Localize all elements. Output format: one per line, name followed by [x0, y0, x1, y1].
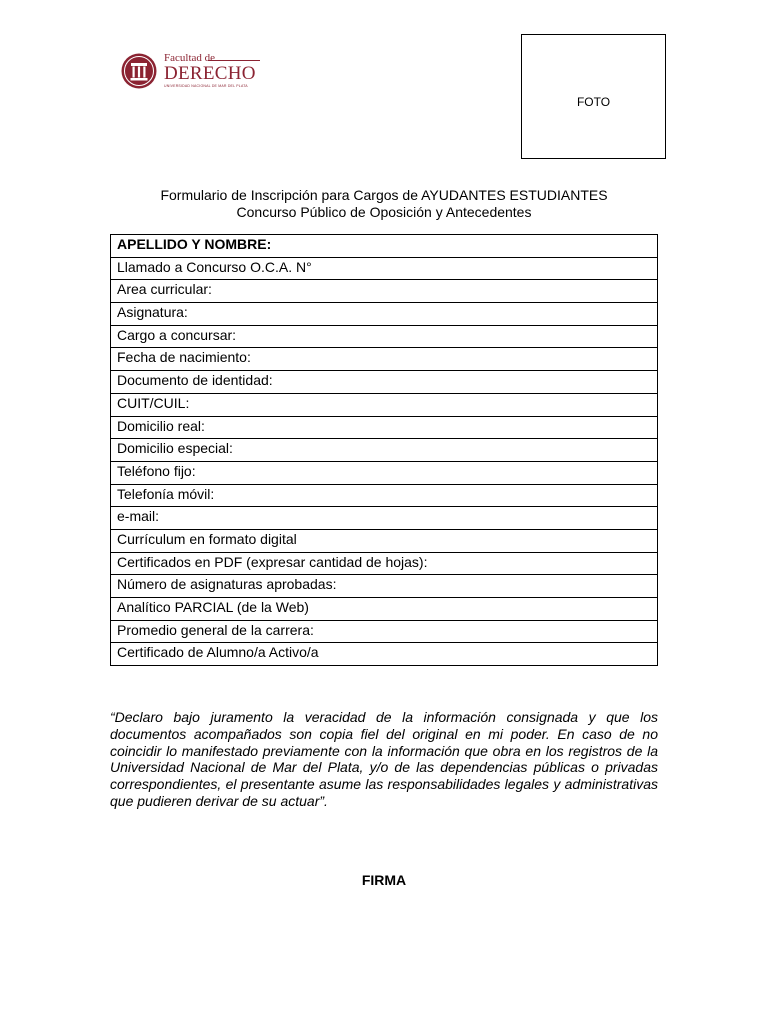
form-row: [111, 643, 658, 666]
photo-label: FOTO: [576, 95, 611, 109]
form-row: [111, 235, 658, 258]
form-field[interactable]: CUIT/CUIL:: [111, 393, 658, 416]
form-field[interactable]: Telefonía móvil:: [111, 484, 658, 507]
form-field[interactable]: Area curricular:: [111, 280, 658, 303]
form-row: [111, 598, 658, 621]
logo-university-label: UNIVERSIDAD NACIONAL DE MAR DEL PLATA: [164, 84, 248, 88]
logo-faculty-label: Facultad de: [164, 52, 216, 64]
form-field[interactable]: Analítico PARCIAL (de la Web): [111, 598, 658, 621]
form-field[interactable]: Número de asignaturas aprobadas:: [111, 575, 658, 598]
sworn-declaration: “Declaro bajo juramento la veracidad de la información consignada y que los documentos acompañados son copia fiel del original en mi poder. En caso de no coincidir lo manifestado previamente con la información que obra en los registros de la Universidad Nacional de Mar del Plata, y/o de las dependencias públicas o privadas correspondientes, el presentante asume las responsabilidades legales y administrativas que pudieren derivar de su actuar”.: [110, 709, 658, 809]
form-title: Formulario de Inscripción para Cargos de AYUDANTES ESTUDIANTES: [160, 187, 608, 203]
form-row: [111, 303, 658, 326]
form-row: [111, 371, 658, 394]
form-row: [111, 484, 658, 507]
form-field[interactable]: Promedio general de la carrera:: [111, 620, 658, 643]
form-row: [111, 529, 658, 552]
form-row: [111, 575, 658, 598]
form-row: [111, 325, 658, 348]
form-field[interactable]: Certificados en PDF (expresar cantidad de hojas):: [111, 552, 658, 575]
column-seal-icon: [120, 52, 158, 90]
form-field[interactable]: Currículum en formato digital: [111, 529, 658, 552]
form-field[interactable]: Cargo a concursar:: [111, 325, 658, 348]
form-field[interactable]: Documento de identidad:: [111, 371, 658, 394]
form-field[interactable]: Domicilio real:: [111, 416, 658, 439]
form-field[interactable]: APELLIDO Y NOMBRE:: [111, 235, 658, 258]
logo-derecho-label: DERECHO: [164, 63, 256, 84]
registration-form-table: [110, 234, 658, 666]
form-field[interactable]: Asignatura:: [111, 303, 658, 326]
form-field[interactable]: Teléfono fijo:: [111, 461, 658, 484]
form-row: [111, 280, 658, 303]
form-row: [111, 620, 658, 643]
form-field[interactable]: Fecha de nacimiento:: [111, 348, 658, 371]
photo-box: [521, 34, 666, 159]
form-row: [111, 257, 658, 280]
form-row: [111, 461, 658, 484]
faculty-logo: [120, 52, 270, 92]
form-row: [111, 552, 658, 575]
form-row: [111, 416, 658, 439]
form-field[interactable]: e-mail:: [111, 507, 658, 530]
form-subtitle: Concurso Público de Oposición y Antecedentes: [236, 204, 532, 220]
signature-label: FIRMA: [361, 872, 407, 888]
form-field[interactable]: Certificado de Alumno/a Activo/a: [111, 643, 658, 666]
form-row: [111, 439, 658, 462]
form-row: [111, 507, 658, 530]
form-field[interactable]: Domicilio especial:: [111, 439, 658, 462]
form-row: [111, 348, 658, 371]
form-row: [111, 393, 658, 416]
form-field[interactable]: Llamado a Concurso O.C.A. N°: [111, 257, 658, 280]
